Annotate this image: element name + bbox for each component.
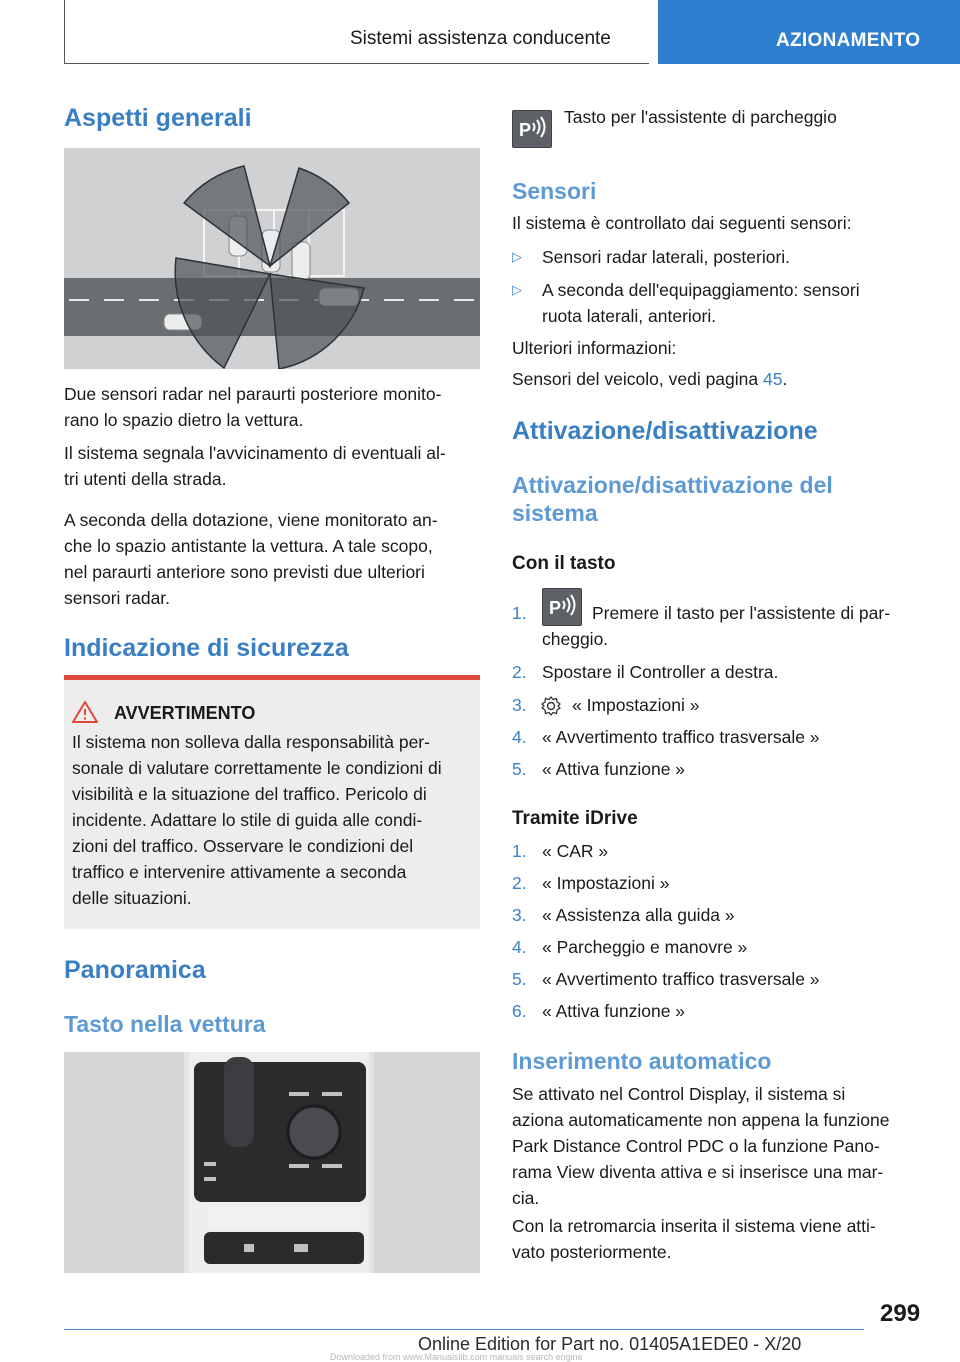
warning-line: sonale di valutare correttamente le condizioni di	[72, 758, 442, 778]
title-general: Aspetti generali	[64, 104, 252, 132]
step-item	[512, 724, 932, 750]
reference-line	[512, 366, 787, 392]
warning-line: traffico e intervenire attivamente a seconda	[72, 862, 407, 882]
step-item	[512, 756, 932, 782]
subtitle-button-in-car: Tasto nella vettura	[64, 1011, 266, 1037]
step-text: Spostare il Controller a destra.	[542, 662, 779, 682]
para2-line1: Il sistema segnala l'avvicinamento di eventuali al-	[64, 443, 446, 463]
sensor-item	[512, 244, 932, 270]
console-photo	[64, 1052, 480, 1273]
reverse-line: Con la retromarcia inserita il sistema viene atti-	[512, 1216, 876, 1236]
footer-rule	[64, 1329, 864, 1330]
sensor-item-text: ruota laterali, anteriori.	[542, 306, 717, 326]
warning-triangle-icon	[72, 700, 98, 729]
sensor-item	[512, 277, 932, 329]
step-number: 1.	[512, 841, 527, 861]
step-item	[512, 659, 932, 685]
idrive-step	[512, 998, 932, 1024]
para1-line2: rano lo spazio dietro la vettura.	[64, 410, 304, 430]
svg-text:P: P	[549, 598, 562, 618]
title-overview: Panoramica	[64, 956, 206, 984]
para3-line2: che lo spazio antistante la vettura. A tale scopo,	[64, 536, 433, 556]
auto-line: aziona automaticamente non appena la funzione	[512, 1110, 890, 1130]
paragraph-rear-sensors	[64, 381, 441, 433]
paragraph-approaching	[64, 440, 446, 492]
step-text: « Parcheggio e manovre »	[542, 937, 748, 957]
triangle-bullet-icon: ▷	[512, 282, 522, 297]
step-text: « Avvertimento traffico trasversale »	[542, 969, 820, 989]
auto-line: Se attivato nel Control Display, il sistema si	[512, 1084, 846, 1104]
radar-illustration	[64, 148, 480, 369]
radar-diagram	[64, 148, 480, 369]
idrive-step	[512, 934, 932, 960]
idrive-step	[512, 966, 932, 992]
svg-text:P: P	[519, 120, 532, 140]
warning-label: AVVERTIMENTO	[114, 703, 256, 723]
triangle-bullet-icon: ▷	[512, 249, 522, 264]
para2-line2: tri utenti della strada.	[64, 469, 227, 489]
step-text: « Avvertimento traffico trasversale »	[542, 727, 820, 747]
reference-end: .	[782, 369, 788, 389]
title-sensors: Sensori	[512, 178, 597, 204]
warning-line: visibilità e la situazione del traffico. Pericolo di	[72, 784, 427, 804]
footer-watermark: Downloaded from www.Manualslib.com manuals search engine	[330, 1352, 583, 1362]
para3-line3: nel paraurti anteriore sono previsti due ulteriori	[64, 562, 425, 582]
step-number: 6.	[512, 1001, 527, 1021]
subtitle-system	[512, 471, 833, 527]
via-idrive-heading: Tramite iDrive	[512, 808, 638, 829]
step-text: « Attiva funzione »	[542, 1001, 686, 1021]
auto-line: Park Distance Control PDC o la funzione Pano-	[512, 1136, 880, 1156]
with-button-heading: Con il tasto	[512, 553, 616, 574]
para1-line1: Due sensori radar nel paraurti posteriore monito-	[64, 384, 442, 404]
sensors-intro: Il sistema è controllato dai seguenti sensori:	[512, 213, 852, 233]
step-number: 5.	[512, 969, 527, 989]
title-auto: Inserimento automatico	[512, 1048, 772, 1074]
warning-line: zioni del traffico. Osservare le condizioni del	[72, 836, 414, 856]
subtitle-system-line1: Attivazione/disattivazione del	[512, 472, 833, 498]
auto-line: rama View diventa attiva e si inserisce una mar-	[512, 1162, 884, 1182]
footer-edition: Online Edition for Part no. 01405A1EDE0 - X/20	[418, 1334, 802, 1354]
step-item	[512, 600, 932, 652]
header-left-rule	[64, 0, 65, 64]
step-text: « CAR »	[542, 841, 609, 861]
auto-line: cia.	[512, 1188, 540, 1208]
header-section-title: Sistemi assistenza conducente	[350, 28, 611, 49]
auto-paragraph	[512, 1081, 890, 1211]
warning-text	[72, 729, 442, 911]
title-safety: Indicazione di sicurezza	[64, 634, 349, 662]
step-number: 3.	[512, 695, 527, 715]
idrive-step	[512, 902, 932, 928]
sensor-item-text: Sensori radar laterali, posteriori.	[542, 247, 791, 267]
paragraph-front-sensors	[64, 507, 438, 611]
step-number: 3.	[512, 905, 527, 925]
step-text: « Assistenza alla guida »	[542, 905, 735, 925]
step-number: 4.	[512, 937, 527, 957]
title-activation: Attivazione/disattivazione	[512, 417, 818, 445]
step-number: 2.	[512, 662, 527, 682]
step-number: 4.	[512, 727, 527, 747]
subtitle-system-line2: sistema	[512, 500, 598, 526]
para3-line1: A seconda della dotazione, viene monitorato an-	[64, 510, 438, 530]
warning-line: delle situazioni.	[72, 888, 192, 908]
reference-page-link[interactable]: 45	[763, 369, 783, 389]
step-number: 2.	[512, 873, 527, 893]
reverse-line: vato posteriormente.	[512, 1242, 672, 1262]
step-item	[512, 692, 932, 718]
park-assist-button-icon	[512, 110, 552, 148]
idrive-step	[512, 838, 932, 864]
park-assist-button-icon	[542, 588, 582, 626]
step-number: 1.	[512, 603, 527, 623]
step-number: 5.	[512, 759, 527, 779]
button-caption: Tasto per l'assistente di parcheggio	[564, 107, 837, 127]
step-text: Premere il tasto per l'assistente di par-	[592, 603, 891, 623]
reverse-paragraph	[512, 1213, 876, 1265]
header-bottom-rule	[64, 63, 649, 64]
reference-text: Sensori del veicolo, vedi pagina	[512, 369, 763, 389]
header-chapter-title: AZIONAMENTO	[776, 30, 921, 51]
warning-line: incidente. Adattare lo stile di guida alle condi-	[72, 810, 423, 830]
step-text: « Impostazioni »	[542, 873, 670, 893]
step-text: cheggio.	[542, 629, 609, 649]
warning-line: Il sistema non solleva dalla responsabilità per-	[72, 732, 430, 752]
page-number: 299	[880, 1300, 921, 1327]
gear-icon	[540, 695, 562, 724]
para3-line4: sensori radar.	[64, 588, 171, 608]
idrive-step	[512, 870, 932, 896]
console-diagram	[64, 1052, 480, 1273]
more-info: Ulteriori informazioni:	[512, 338, 677, 358]
sensor-item-text: A seconda dell'equipaggiamento: sensori	[542, 280, 860, 300]
step-text: « Impostazioni »	[572, 695, 700, 715]
step-text: « Attiva funzione »	[542, 759, 686, 779]
